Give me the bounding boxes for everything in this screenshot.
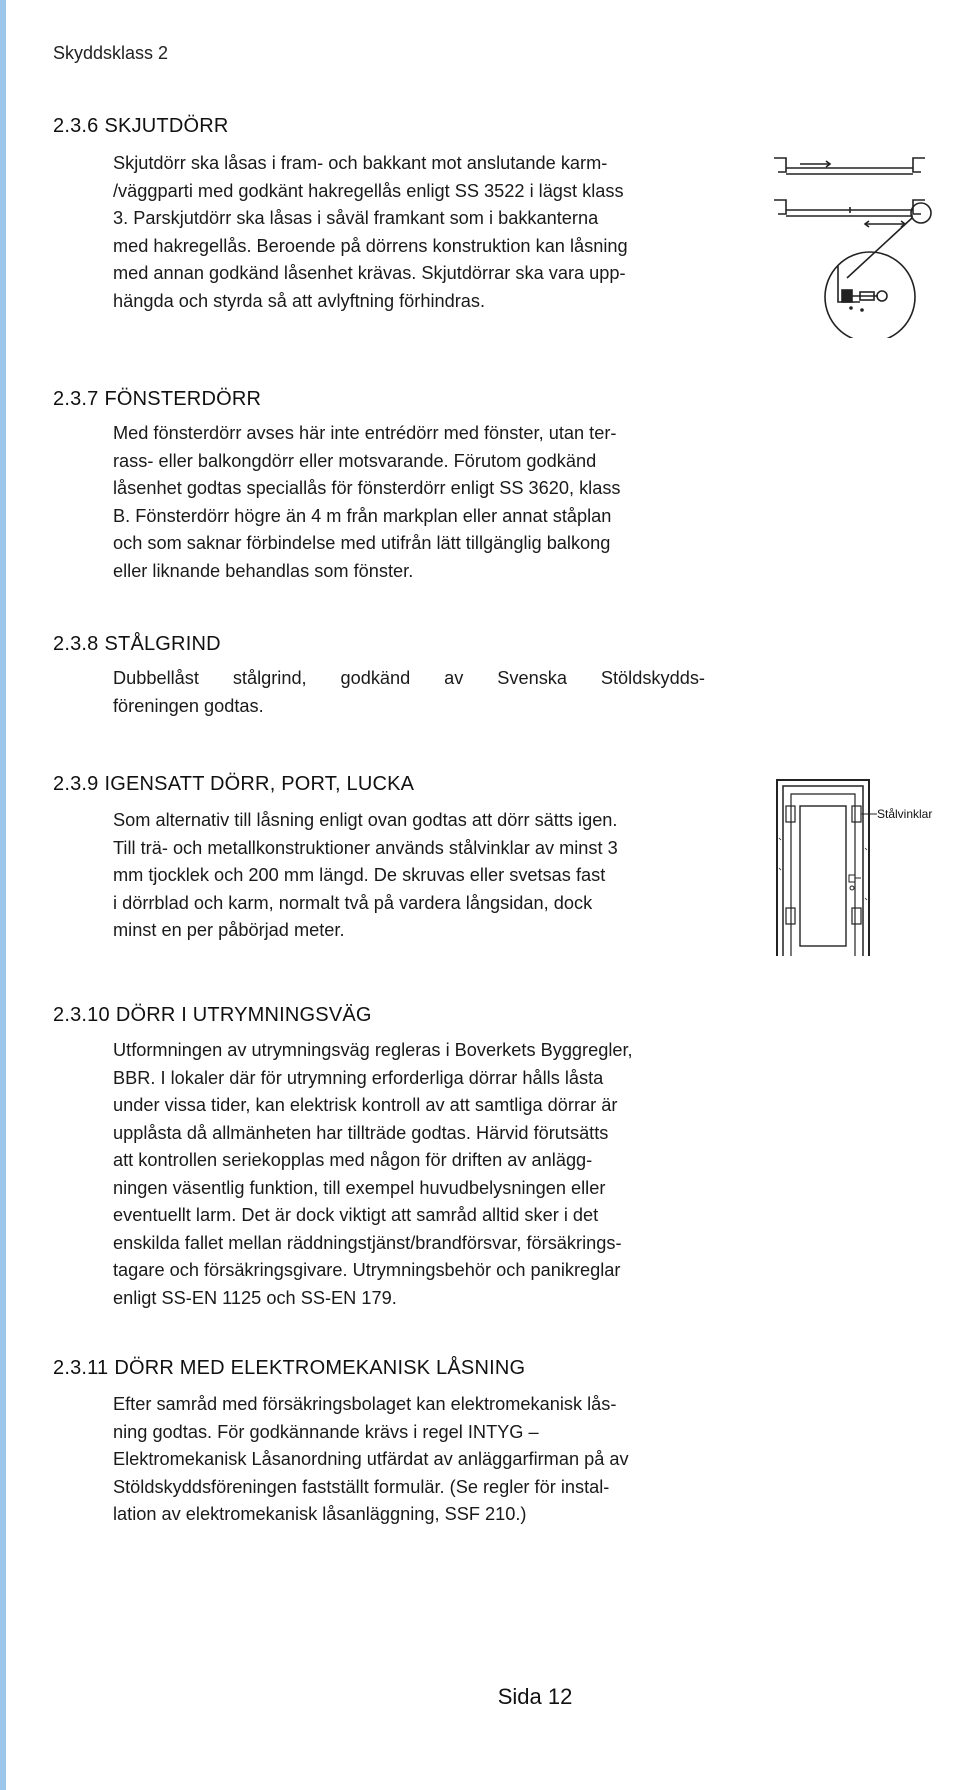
page-number: Sida 12 xyxy=(497,1684,573,1709)
section-heading-2-3-8: 2.3.8 STÅLGRIND xyxy=(53,633,221,655)
figure-right-jamb-top xyxy=(913,158,925,172)
page-edge-bar xyxy=(0,0,6,1790)
sliding-door-lock-figure xyxy=(770,150,935,338)
section-heading-2-3-10: 2.3.10 DÖRR I UTRYMNINGSVÄG xyxy=(53,1004,372,1026)
angle-iron-label: Stålvinklar xyxy=(877,807,933,821)
figure-left-jamb-top xyxy=(774,158,786,172)
section-body-2-3-7: Med fönsterdörr avses här inte entrédörr med fönster, utan ter- rass- eller balkongdörr eller motsvarande. Förutom godkänd låsenhet godtas speciallås för fönsterdörr enligt SS 3620, klass B. Fönsterdörr högre än 4 m från markplan eller annat ståplan och som saknar förbindelse med utifrån lätt tillgänglig balkong eller liknande behandlas som fönster. xyxy=(113,423,621,581)
barricaded-door-figure xyxy=(773,778,938,958)
section-body-2-3-10: Utformningen av utrymningsväg regleras i Boverkets Byggregler, BBR. I lokaler där för utrymning erforderliga dörrar hålls låsta under vissa tider, kan elektrisk kontroll av att samtliga dörrar är upplåsta då allmänheten har tillträde godtas. Härvid förutsätts att kontrollen seriekopplas med någon för driften av anlägg- ningen väsentlig funktion, till exempel huvudbelysningen eller eventuellt larm. Det är dock viktigt att samråd alltid sker i det enskilda fallet mellan räddningstjänst/brandförsvar, försäkrings- tagare och försäkringsgivare. Utrymningsbehör och panikreglar enligt SS-EN 1125 och SS-EN 179. xyxy=(113,1040,633,1308)
section-body-2-3-6: Skjutdörr ska låsas i fram- och bakkant mot anslutande karm- /väggparti med godkänt hakregellås enligt SS 3522 i lägst klass 3. Parskjutdörr ska låsas i såväl framkant som i bakkanterna med hakregellås. Beroende på dörrens konstruktion kan låsning med annan godkänd låsenhet krävas. Skjutdörrar ska vara upp- hängda och styrda så att avlyftning förhindras. xyxy=(113,153,628,311)
angle-iron-bottom-right xyxy=(852,908,861,924)
running-head: Skyddsklass 2 xyxy=(53,43,169,63)
section-body-2-3-8: Dubbellåst stålgrind, godkänd av Svenska Stöldskydds- föreningen godtas. xyxy=(113,668,705,716)
section-heading-2-3-11: 2.3.11 DÖRR MED ELEKTROMEKANISK LÅSNING xyxy=(53,1357,526,1379)
section-body-2-3-11: Efter samråd med försäkringsbolaget kan elektromekanisk lås- ning godtas. För godkännande krävs i regel INTYG – Elektromekanisk Låsanordning utfärdat av anläggarfirman på av Stöldskyddsföreningen fastställt formulär. (Se regler för instal- lation av elektromekanisk låsanläggning, SSF 210.) xyxy=(113,1394,629,1524)
section-heading-2-3-6: 2.3.6 SKJUTDÖRR xyxy=(53,115,229,137)
section-heading-2-3-7: 2.3.7 FÖNSTERDÖRR xyxy=(53,388,262,410)
section-heading-2-3-9: 2.3.9 IGENSATT DÖRR, PORT, LUCKA xyxy=(53,773,415,795)
section-body-2-3-9: Som alternativ till låsning enligt ovan godtas att dörr sätts igen. Till trä- och metallkonstruktioner används stålvinklar av minst 3 mm tjocklek och 200 mm längd. De skruvas eller svetsas fast i dörrblad och karm, normalt två på vardera långsidan, dock minst en per påbörjad meter. xyxy=(113,810,618,940)
angle-iron-top-right xyxy=(852,806,861,822)
figure-left-jamb-bottom xyxy=(774,200,786,214)
figure-right-jamb-bottom xyxy=(913,200,925,214)
